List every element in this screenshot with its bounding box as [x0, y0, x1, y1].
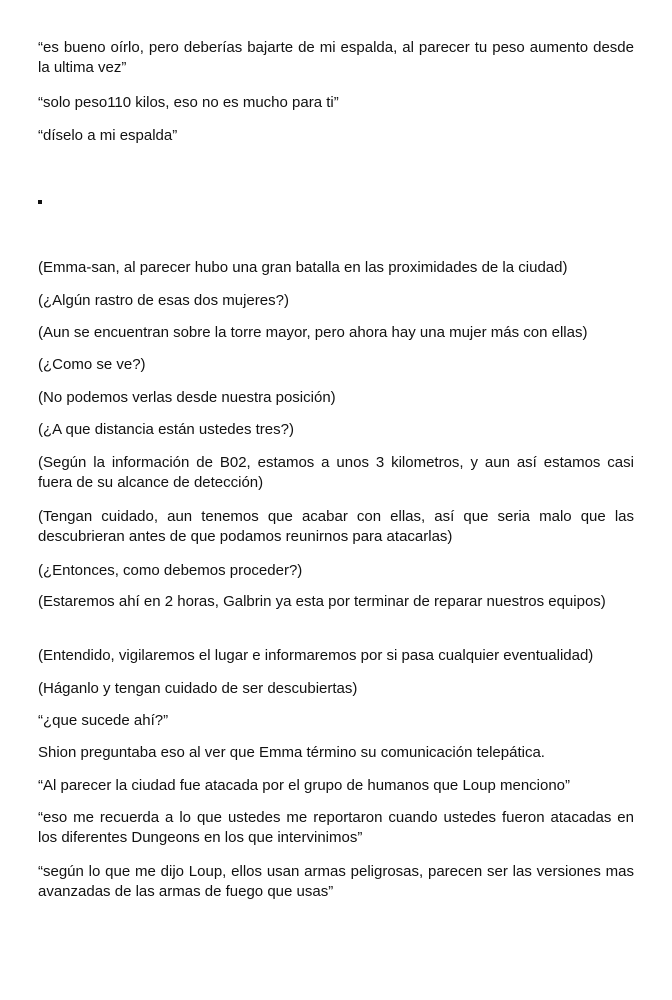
paragraph: “díselo a mi espalda” [38, 127, 178, 144]
paragraph: Shion preguntaba eso al ver que Emma término su comunicación telepática. [38, 744, 545, 761]
paragraph: (Emma-san, al parecer hubo una gran batalla en las proximidades de la ciudad) [38, 259, 568, 276]
paragraph: “eso me recuerda a lo que ustedes me reportaron cuando ustedes fueron atacadas en los diferentes Dungeons en los que intervinimos” [38, 809, 634, 846]
paragraph: (¿Algún rastro de esas dos mujeres?) [38, 292, 289, 309]
paragraph: (¿Entonces, como debemos proceder?) [38, 562, 303, 579]
paragraph: (Háganlo y tengan cuidado de ser descubiertas) [38, 680, 358, 697]
paragraph: (¿Como se ve?) [38, 356, 146, 373]
paragraph: “es bueno oírlo, pero deberías bajarte de mi espalda, al parecer tu peso aumento desde la ultima vez” [38, 39, 634, 76]
paragraph: (No podemos verlas desde nuestra posición) [38, 389, 336, 406]
paragraph: (Entendido, vigilaremos el lugar e informaremos por si pasa cualquier eventualidad) [38, 647, 594, 664]
paragraph: “según lo que me dijo Loup, ellos usan armas peligrosas, parecen ser las versiones mas avanzadas de las armas de fuego que usas” [38, 863, 634, 900]
paragraph: (¿A que distancia están ustedes tres?) [38, 421, 294, 438]
paragraph: (Tengan cuidado, aun tenemos que acabar con ellas, así que seria malo que las descubrieran antes de que podamos reunirnos para atacarlas) [38, 508, 634, 545]
paragraph: (Estaremos ahí en 2 horas, Galbrin ya esta por terminar de reparar nuestros equipos) [38, 593, 606, 610]
paragraph: (Aun se encuentran sobre la torre mayor, pero ahora hay una mujer más con ellas) [38, 324, 588, 341]
paragraph: “solo peso110 kilos, eso no es mucho para ti” [38, 94, 339, 111]
paragraph: (Según la información de B02, estamos a unos 3 kilometros, y aun así estamos casi fuera de su alcance de detección) [38, 454, 634, 491]
paragraph: “¿que sucede ahí?” [38, 712, 169, 729]
paragraph: “Al parecer la ciudad fue atacada por el grupo de humanos que Loup menciono” [38, 777, 571, 794]
bullet-separator [38, 200, 42, 204]
